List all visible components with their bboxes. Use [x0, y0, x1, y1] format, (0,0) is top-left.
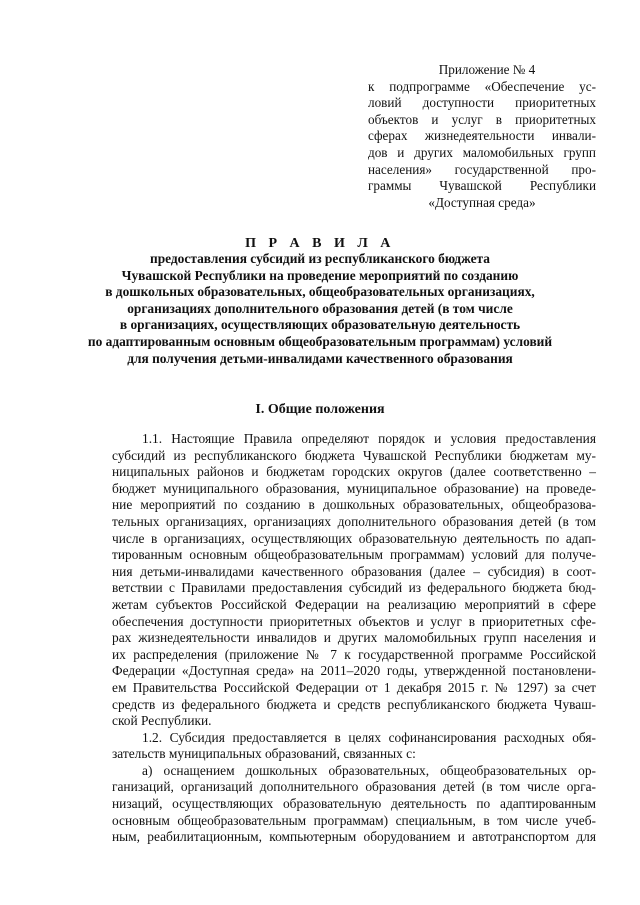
paragraph-line: зательств муниципальных образований, связанных с:	[112, 746, 416, 762]
rules-title: П Р А В И Л А	[245, 236, 395, 251]
paragraph-line: числе в организациях, осуществляющих образовательную деятельность по адап-	[112, 530, 596, 546]
appendix-text	[368, 79, 596, 212]
paragraph-line: средств из федерального бюджета и средств республиканского бюджета Чуваш-	[112, 696, 596, 712]
paragraph-line: бюджет муниципального образования, муниципальное образование) на проведе-	[112, 480, 596, 496]
body-text	[112, 431, 596, 846]
appendix-title: Приложение № 4	[438, 62, 536, 77]
section-heading: I. Общие положения	[255, 402, 385, 417]
paragraph-line: жетам субъектов Российской Федерации на реализацию мероприятий в сфере	[112, 596, 596, 612]
paragraph-line: ветствии с Правилами предоставления субсидий из федерального бюджета бюд-	[112, 580, 596, 596]
paragraph-line: ганизаций, организаций дополнительного образования детей (в том числе орга-	[112, 779, 596, 795]
appendix-line: к подпрограмме «Обеспечение ус-	[368, 78, 596, 94]
rules-subtitle-line: в организациях, осуществляющих образовательную деятельность	[119, 317, 521, 333]
paragraph-line: ния детьми-инвалидами качественного образования (далее – субсидия) в соот-	[112, 563, 596, 579]
paragraph-line: ниципальных районов и бюджетам городских округов (далее соответственно –	[112, 464, 596, 480]
paragraph-line: основным общеобразовательным программам) специальным, в том числе учеб-	[112, 812, 596, 828]
paragraph-line: а) оснащением дошкольных образовательных, общеобразовательных ор-	[142, 762, 596, 778]
appendix-line: граммы Чувашской Республики	[368, 178, 596, 194]
paragraph-line: ние мероприятий по созданию в дошкольных образовательных, общеобразова-	[112, 497, 596, 513]
paragraph-line: ным, реабилитационным, компьютерным оборудованием и автотранспортом для	[112, 829, 596, 845]
paragraph-line: тельных организациях, организациях дополнительного образования детей (в том	[112, 513, 596, 529]
paragraph-line: рах жизнедеятельности инвалидов и других маломобильных групп населения и	[112, 630, 596, 646]
paragraph-line: 1.2. Субсидия предоставляется в целях софинансирования расходных обя-	[142, 729, 596, 745]
rules-subtitle-line: для получения детьми-инвалидами качественного образования	[127, 350, 513, 366]
paragraph-line: субсидий из республиканского бюджета Чувашской Республики бюджетам му-	[112, 447, 596, 463]
appendix-line: ловий доступности приоритетных	[368, 95, 596, 111]
paragraph-line: ем Правительства Российской Федерации от 1 декабря 2015 г. № 1297) за счет	[112, 679, 596, 695]
paragraph-line: низаций, осуществляющих образовательную деятельность по адаптированным	[112, 796, 596, 812]
rules-subtitle-line: в дошкольных образовательных, общеобразовательных организациях,	[105, 284, 535, 300]
appendix-line: «Доступная среда»	[428, 194, 536, 210]
rules-subtitle	[60, 251, 580, 367]
rules-subtitle-line: по адаптированным основным общеобразовательным программам) условий	[87, 333, 553, 349]
rules-subtitle-line: Чувашской Республики на проведение мероприятий по созданию	[121, 267, 519, 283]
appendix-line: объектов и услуг в приоритетных	[368, 111, 596, 127]
paragraph-line: Федерации «Доступная среда» на 2011–2020 годы, утвержденной постановлени-	[112, 663, 596, 679]
appendix-line: дов и других маломобильных групп	[368, 144, 596, 160]
paragraph-line: 1.1. Настоящие Правила определяют порядок и условия предоставления	[142, 431, 596, 446]
paragraph-line: ской Республики.	[112, 713, 212, 729]
paragraph-line: обеспечения доступности приоритетных объектов и услуг в приоритетных сфе-	[112, 613, 596, 629]
rules-subtitle-line: организациях дополнительного образования детей (в том числе	[127, 300, 513, 316]
paragraph-line: их распределения (приложение № 7 к государственной программе Российской	[112, 646, 596, 662]
rules-subtitle-line: предоставления субсидий из республиканского бюджета	[149, 251, 490, 266]
appendix-line: сферах жизнедеятельности инвали-	[368, 128, 596, 144]
paragraph-line: тированным основным общеобразовательным программам) условий для получе-	[112, 547, 596, 563]
appendix-block	[368, 62, 596, 211]
appendix-line: населения» государственной про-	[368, 161, 596, 177]
